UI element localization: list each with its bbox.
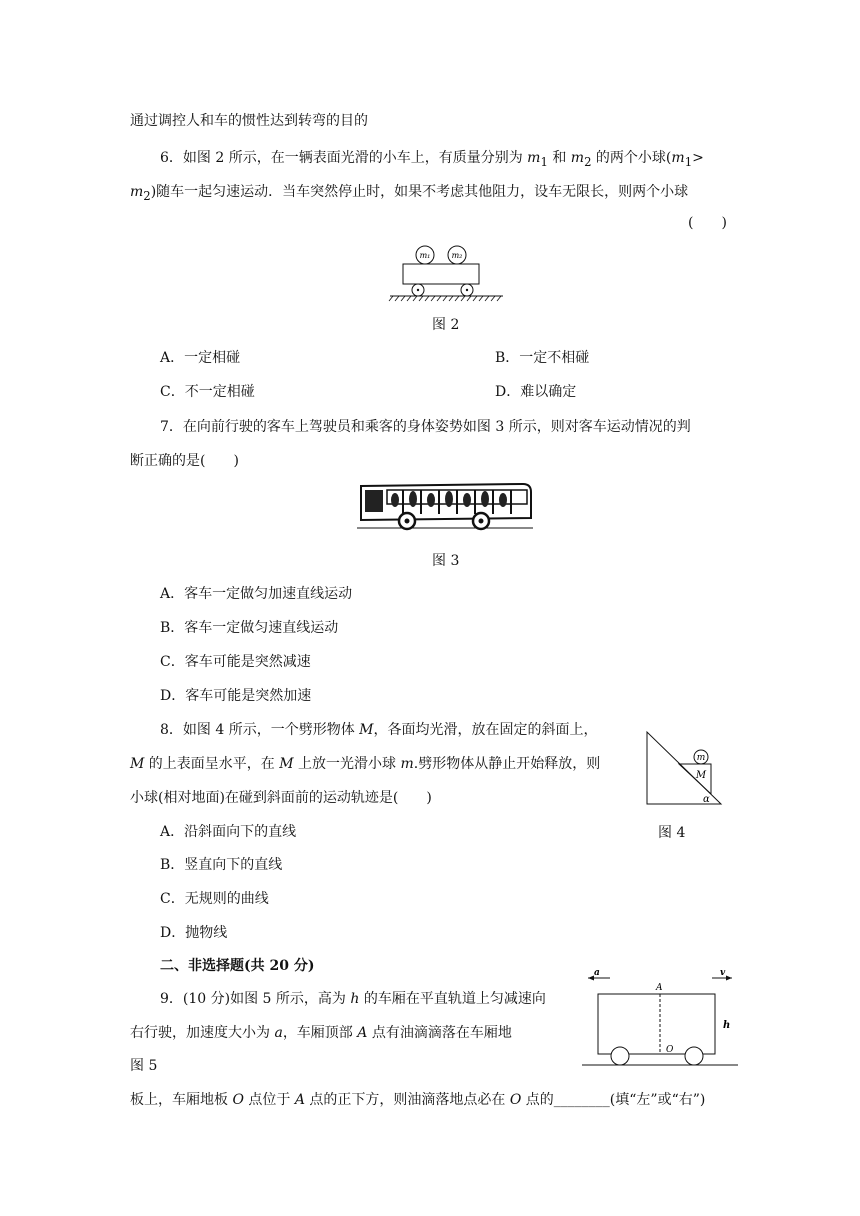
var-m: m: [570, 150, 585, 166]
q8-option-c: C．无规则的曲线: [160, 891, 269, 907]
figure-3-bus: [355, 478, 535, 538]
q9-line3: [130, 1090, 705, 1110]
figure-4-caption: 图 4: [658, 825, 686, 841]
intro-line: 通过调控人和车的惯性达到转弯的目的: [130, 113, 368, 129]
fig5-a-label: a: [594, 968, 600, 978]
option-text: 一定相碰: [184, 350, 241, 366]
q9-text-b: 的车厢在平直轨道上匀减速向: [359, 991, 546, 1007]
q8-option-b: B．竖直向下的直线: [160, 857, 283, 873]
q9-line1: [160, 989, 546, 1009]
option-key: A．: [160, 350, 185, 366]
var-m: m: [527, 150, 541, 166]
q8-text-a: 8．如图 4 所示，一个劈形物体: [160, 722, 360, 738]
q9-text-g: 点位于: [243, 1092, 295, 1108]
var-A: A: [357, 1025, 368, 1041]
figure-5-carriage: [580, 968, 740, 1068]
q9-text-h: 点的正下方，则油滴落地点必在: [304, 1092, 510, 1108]
q8-line3: 小球(相对地面)在碰到斜面前的运动轨迹是( ): [130, 790, 432, 806]
var-m: m: [130, 184, 144, 200]
q8-text-b: ，各面均光滑，放在固定的斜面上，: [373, 722, 598, 738]
q9-text-d: ，车厢顶部: [282, 1025, 358, 1041]
var-m: m: [671, 150, 685, 166]
fig4-m-label: m: [696, 753, 706, 763]
var-m: m: [400, 756, 414, 772]
option-text: 一定不相碰: [519, 350, 590, 366]
figure-3-caption: 图 3: [432, 553, 460, 569]
q7-line1: 7．在向前行驶的客车上驾驶员和乘客的身体姿势如图 3 所示，则对客车运动情况的判: [160, 419, 691, 435]
q6-answer-paren: ( ): [688, 215, 727, 231]
q9-text-a: 9．(10 分)如图 5 所示，高为: [160, 991, 351, 1007]
q8-text-e: .劈形物体从静止开始释放，则: [413, 756, 601, 772]
option-key: C．: [160, 384, 185, 400]
option-key: B．: [495, 350, 520, 366]
q7-option-c: C．客车可能是突然减速: [160, 654, 311, 670]
q6-option-d: [495, 382, 576, 402]
ball-m1-label: m₁: [419, 251, 431, 260]
var-M: M: [279, 756, 294, 772]
figure-4-incline: [645, 730, 725, 808]
var-h: h: [350, 991, 360, 1007]
sub-1: 1: [540, 154, 548, 169]
q9-line2: [130, 1023, 512, 1043]
q7-option-a: A．客车一定做匀加速直线运动: [160, 586, 353, 602]
var-A: A: [294, 1092, 305, 1108]
q6-text-c: 的两个小球(: [591, 150, 672, 166]
q7-line2: 断正确的是( ): [130, 453, 239, 469]
var-O: O: [232, 1092, 244, 1108]
figure-2-caption: 图 2: [432, 317, 460, 333]
q8-text-c: 的上表面呈水平，在: [144, 756, 280, 772]
sub-2: 2: [143, 188, 151, 203]
q6-text-d: )随车一起匀速运动．当车突然停止时，如果不考虑其他阻力，设车无限长，则两个小球: [150, 184, 689, 200]
option-key: D．: [495, 384, 521, 400]
q6-line1: [160, 148, 704, 172]
q7-option-d: D．客车可能是突然加速: [160, 688, 312, 704]
q9-text-c: 右行驶，加速度大小为: [130, 1025, 275, 1041]
gt-sign: >: [692, 150, 704, 166]
q8-option-d: D．抛物线: [160, 925, 228, 941]
option-text: 难以确定: [520, 384, 577, 400]
figure-5-caption: 图 5: [130, 1058, 158, 1074]
fig5-O-label: O: [666, 1045, 674, 1055]
q6-text-a: 6．如图 2 所示，在一辆表面光滑的小车上，有质量分别为: [160, 150, 528, 166]
q6-option-a: [160, 348, 240, 368]
figure-2-cart: [385, 240, 510, 305]
var-M: M: [359, 722, 374, 738]
q9-text-i: 点的________(填“左”或“右”): [521, 1092, 706, 1108]
q8-line1: [160, 720, 598, 740]
q9-text-e: 点有油滴滴落在车厢地: [367, 1025, 512, 1041]
fig5-v-label: v: [720, 968, 726, 978]
var-M: M: [130, 756, 145, 772]
q8-option-a: A．沿斜面向下的直线: [160, 824, 297, 840]
sub-1: 1: [684, 154, 693, 169]
section-2-heading: 二、非选择题(共 20 分): [160, 958, 315, 974]
var-a: a: [274, 1025, 283, 1041]
fig4-alpha-label: α: [703, 794, 710, 805]
var-O: O: [509, 1092, 522, 1108]
fig5-h-label: h: [723, 1020, 731, 1031]
ball-m2-label: m₂: [451, 251, 463, 260]
q7-option-b: B．客车一定做匀速直线运动: [160, 620, 339, 636]
option-text: 不一定相碰: [184, 384, 255, 400]
q6-line2: [130, 182, 688, 206]
q6-option-c: [160, 382, 255, 402]
q8-line2: [130, 754, 600, 774]
q6-option-b: [495, 348, 589, 368]
q6-text-b: 和: [547, 150, 571, 166]
q9-text-f: 板上，车厢地板: [130, 1092, 233, 1108]
q8-text-d: 上放一光滑小球: [293, 756, 401, 772]
fig4-M-label: M: [695, 770, 707, 781]
fig5-A-label: A: [656, 983, 663, 993]
sub-2: 2: [584, 154, 592, 169]
